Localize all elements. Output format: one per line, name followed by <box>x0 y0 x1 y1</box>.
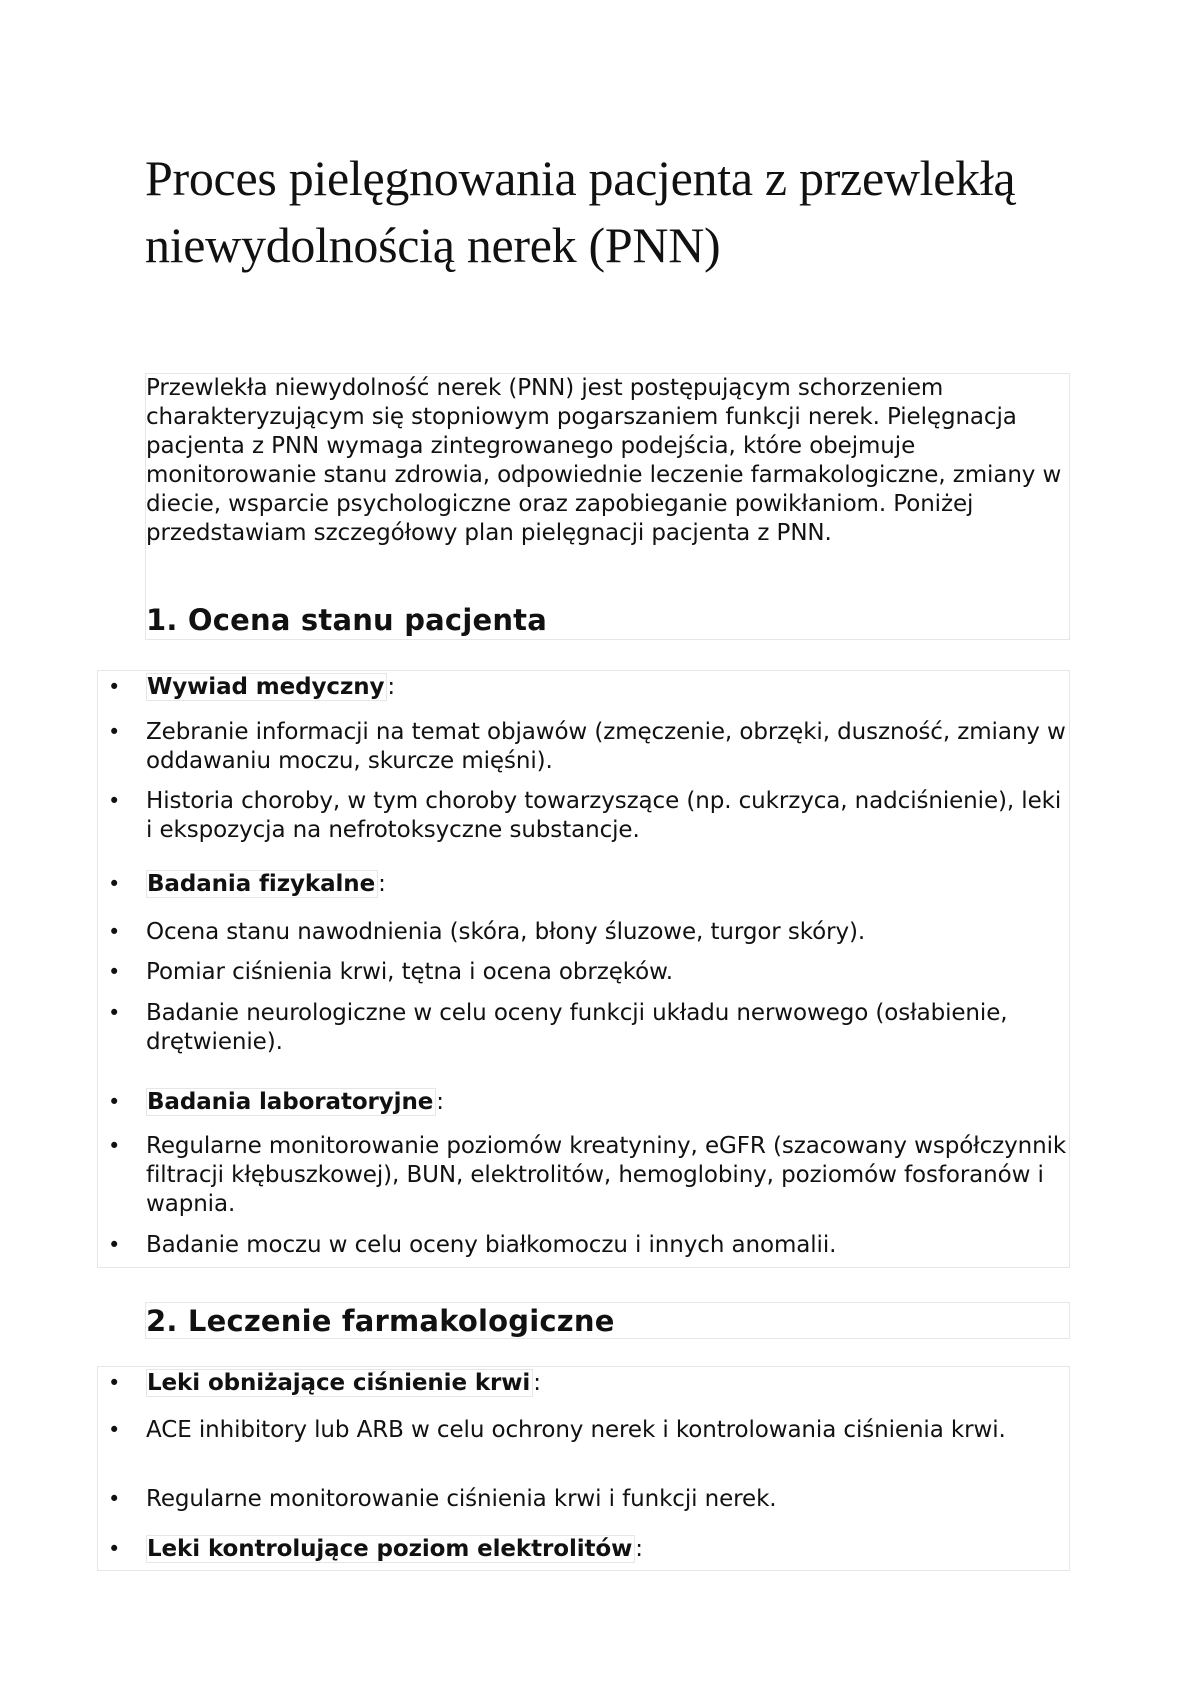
list-item: • Leki obniżające ciśnienie krwi : <box>108 1370 541 1396</box>
section1-list <box>97 670 1070 1268</box>
bullet-icon: • <box>108 789 121 813</box>
bullet-icon: • <box>108 1001 121 1025</box>
section2-heading: 2. Leczenie farmakologiczne <box>146 1304 615 1338</box>
list-item: • Zebranie informacji na temat objawów (zmęczenie, obrzęki, duszność, zmiany w oddawaniu moczu, skurcze mięśni). <box>108 719 1066 774</box>
bullet-icon: • <box>108 1418 121 1442</box>
list-item: • Regularne monitorowanie ciśnienia krwi i funkcji nerek. <box>108 1486 777 1512</box>
section2-list <box>97 1366 1070 1571</box>
bullet-icon: • <box>108 1090 121 1114</box>
group-label: Leki kontrolujące poziom elektrolitów <box>146 1535 635 1563</box>
bullet-icon: • <box>108 960 121 984</box>
section2-heading-box <box>145 1302 1070 1339</box>
document-title: Proces pielęgnowania pacjenta z przewlekłą niewydolnością nerek (PNN) <box>145 150 1016 273</box>
bullet-icon: • <box>108 1537 121 1561</box>
bullet-icon: • <box>108 872 121 896</box>
bullet-icon: • <box>108 720 121 744</box>
list-item: • Badania fizykalne : <box>108 871 386 897</box>
group-label: Leki obniżające ciśnienie krwi <box>146 1369 533 1397</box>
list-item: • Historia choroby, w tym choroby towarzyszące (np. cukrzyca, nadciśnienie), leki i ekspozycja na nefrotoksyczne substancje. <box>108 788 1062 843</box>
list-item: • Ocena stanu nawodnienia (skóra, błony śluzowe, turgor skóry). <box>108 919 866 945</box>
list-item: • Pomiar ciśnienia krwi, tętna i ocena obrzęków. <box>108 959 673 985</box>
bullet-icon: • <box>108 1487 121 1511</box>
section1-heading: 1. Ocena stanu pacjenta <box>146 603 547 637</box>
intro-section <box>145 373 1070 640</box>
group-label: Badania laboratoryjne <box>146 1088 436 1116</box>
list-item: • Badanie moczu w celu oceny białkomoczu i innych anomalii. <box>108 1232 837 1258</box>
group-label: Wywiad medyczny <box>146 673 387 701</box>
list-item: • Badanie neurologiczne w celu oceny funkcji układu nerwowego (osłabienie, drętwienie). <box>108 1000 1008 1055</box>
list-item: • Leki kontrolujące poziom elektrolitów : <box>108 1536 643 1562</box>
bullet-icon: • <box>108 1233 121 1257</box>
bullet-icon: • <box>108 920 121 944</box>
list-item: • Badania laboratoryjne : <box>108 1089 444 1115</box>
group-label: Badania fizykalne <box>146 870 378 898</box>
list-item: • Wywiad medyczny : <box>108 674 396 700</box>
intro-paragraph: Przewlekła niewydolność nerek (PNN) jest postępującym schorzeniem charakteryzującym się stopniowym pogarszaniem funkcji nerek. Pielęgnacja pacjenta z PNN wymaga zintegrowanego podejścia, które obejmuje monitorowanie stanu zdrowia, odpowiednie leczenie farmakologiczne, zmiany w diecie, wsparcie psychologiczne oraz zapobieganie powikłaniom. Poniżej przedstawiam szczegółowy plan pielęgnacji pacjenta z PNN. <box>146 375 1062 546</box>
list-item: • ACE inhibitory lub ARB w celu ochrony nerek i kontrolowania ciśnienia krwi. <box>108 1417 1006 1443</box>
bullet-icon: • <box>108 1371 121 1395</box>
bullet-icon: • <box>108 675 121 699</box>
list-item: • Regularne monitorowanie poziomów kreatyniny, eGFR (szacowany współczynnik filtracji kłębuszkowej), BUN, elektrolitów, hemoglobiny, poziomów fosforanów i wapnia. <box>108 1133 1067 1217</box>
bullet-icon: • <box>108 1134 121 1158</box>
